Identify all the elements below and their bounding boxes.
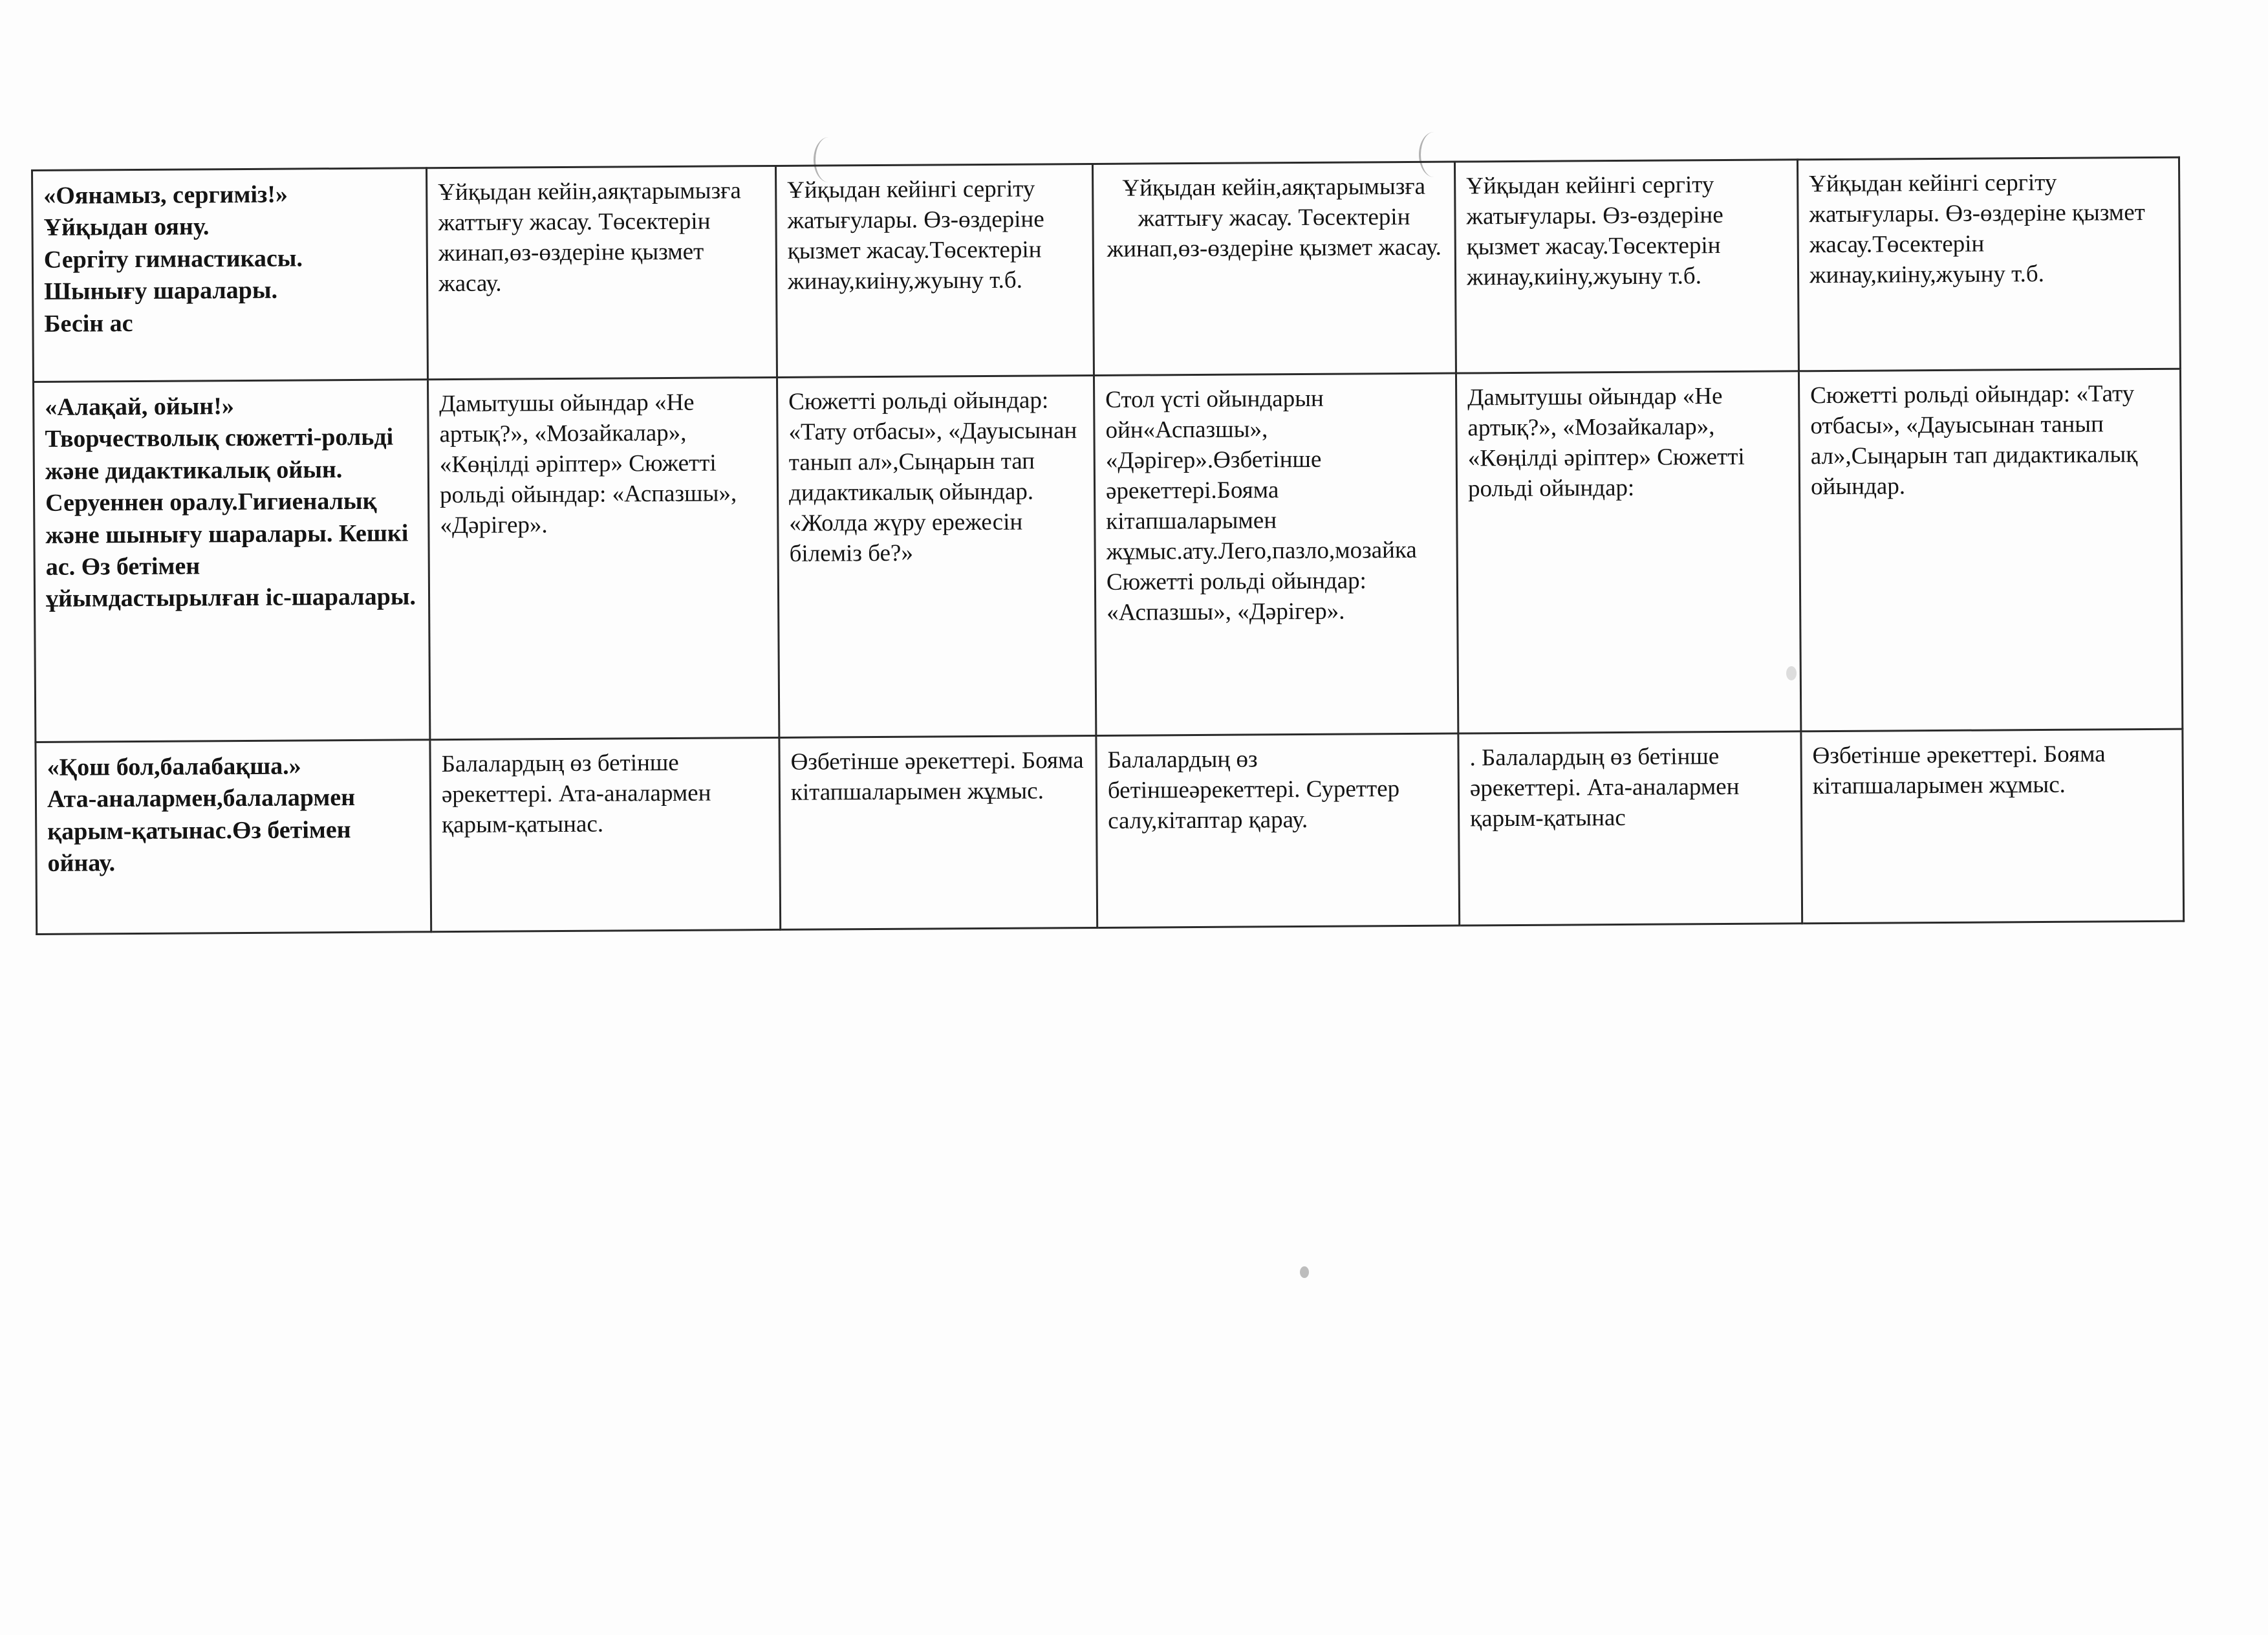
header-line: Сергіту гимнастикасы. bbox=[43, 244, 303, 274]
table-cell-day-1: Дамытушы ойындар «Не артық?», «Мозайкалар», «Көңілді әріптер» Сюжетті рольді ойындар: «Аспазшы», «Дәрігер». bbox=[427, 377, 779, 739]
table-cell-day-2: Өзбетінше әрекеттері. Бояма кітапшаларымен жұмыс. bbox=[779, 735, 1097, 929]
header-line: «Оянамыз, сергиміз!» bbox=[43, 180, 288, 210]
table-cell-day-4: . Балалардың өз бетінше әрекеттері. Ата-аналармен қарым-қатынас bbox=[1458, 731, 1802, 926]
scan-speck bbox=[1786, 666, 1797, 680]
header-line: «Қош бол,балабақша.» bbox=[47, 752, 301, 781]
row-header-goodbye bbox=[36, 740, 431, 935]
header-line: «Алақай, ойын!» bbox=[45, 393, 235, 421]
table-cell-day-2: Сюжетті рольді ойындар: «Тату отбасы», «Дауысынан танып ал»,Сыңарын тап дидактикалық ойындар. «Жолда жүру ережесін білеміз бе?» bbox=[777, 375, 1096, 737]
table-row bbox=[34, 369, 2183, 742]
table-cell-day-3: Стол үсті ойындарын ойн«Аспазшы», «Дәрігер».Өзбетінше әрекеттері.Бояма кітапшаларымен жұмыс.ату.Лего,пазло,мозайка Сюжетті рольді ойындар: «Аспазшы», «Дәрігер». bbox=[1094, 373, 1458, 735]
header-line: Серуеннен оралу.Гигиеналық және шынығу шаралары. Кешкі ас. Өз бетімен ұйымдастырылған іс-шаралары. bbox=[45, 487, 416, 613]
header-line: Шынығу шаралары. bbox=[44, 276, 278, 306]
header-line: Бесін ас bbox=[44, 309, 133, 338]
table-cell-day-4: Ұйқыдан кейінгі сергіту жатығулары. Өз-өздеріне қызмет жасау.Төсектерін жинау,киіну,жуыну т.б. bbox=[1454, 160, 1798, 373]
table-row bbox=[32, 157, 2181, 382]
table-cell-day-1: Балалардың өз бетінше әрекеттері. Ата-аналармен қарым-қатынас. bbox=[430, 737, 781, 931]
table-cell-day-3: Балалардың өз бетіншеәрекеттері. Суреттер салу,кітаптар қарау. bbox=[1096, 733, 1460, 927]
table-row bbox=[36, 729, 2184, 934]
header-line: Творчестволық сюжетті-рольді және дидактикалық ойын. bbox=[45, 423, 394, 485]
scan-speck bbox=[1300, 1266, 1309, 1278]
table-cell-day-5: Өзбетінше әрекеттері. Бояма кітапшаларымен жұмыс. bbox=[1801, 729, 2184, 924]
table-cell-day-1: Ұйқыдан кейін,аяқтарымызға жаттығу жасау. Төсектерін жинап,өз-өздеріне қызмет жасау. bbox=[426, 166, 777, 379]
header-line: Ұйқыдан ояну. bbox=[43, 213, 210, 242]
table-cell-day-3: Ұйқыдан кейін,аяқтарымызға жаттығу жасау. Төсектерін жинап,өз-өздеріне қызмет жасау. bbox=[1092, 162, 1456, 375]
daily-schedule-table bbox=[31, 157, 2185, 935]
row-header-play bbox=[34, 380, 430, 742]
table-cell-day-5: Ұйқыдан кейінгі сергіту жатығулары. Өз-өздеріне қызмет жасау.Төсектерін жинау,киіну,жуыну т.б. bbox=[1797, 157, 2180, 371]
row-header-wake-up bbox=[32, 168, 428, 382]
table-cell-day-5: Сюжетті рольді ойындар: «Тату отбасы», «Дауысынан танып ал»,Сыңарын тап дидактикалық ойындар. bbox=[1798, 369, 2182, 731]
table-cell-day-4: Дамытушы ойындар «Не артық?», «Мозайкалар», «Көңілді әріптер» Сюжетті рольді ойындар: bbox=[1456, 371, 1800, 733]
header-line: Ата-аналармен,балалармен қарым-қатынас.Өз бетімен ойнау. bbox=[47, 784, 356, 878]
table-cell-day-2: Ұйқыдан кейінгі сергіту жатығулары. Өз-өздеріне қызмет жасау.Төсектерін жинау,киіну,жуыну т.б. bbox=[775, 164, 1094, 377]
